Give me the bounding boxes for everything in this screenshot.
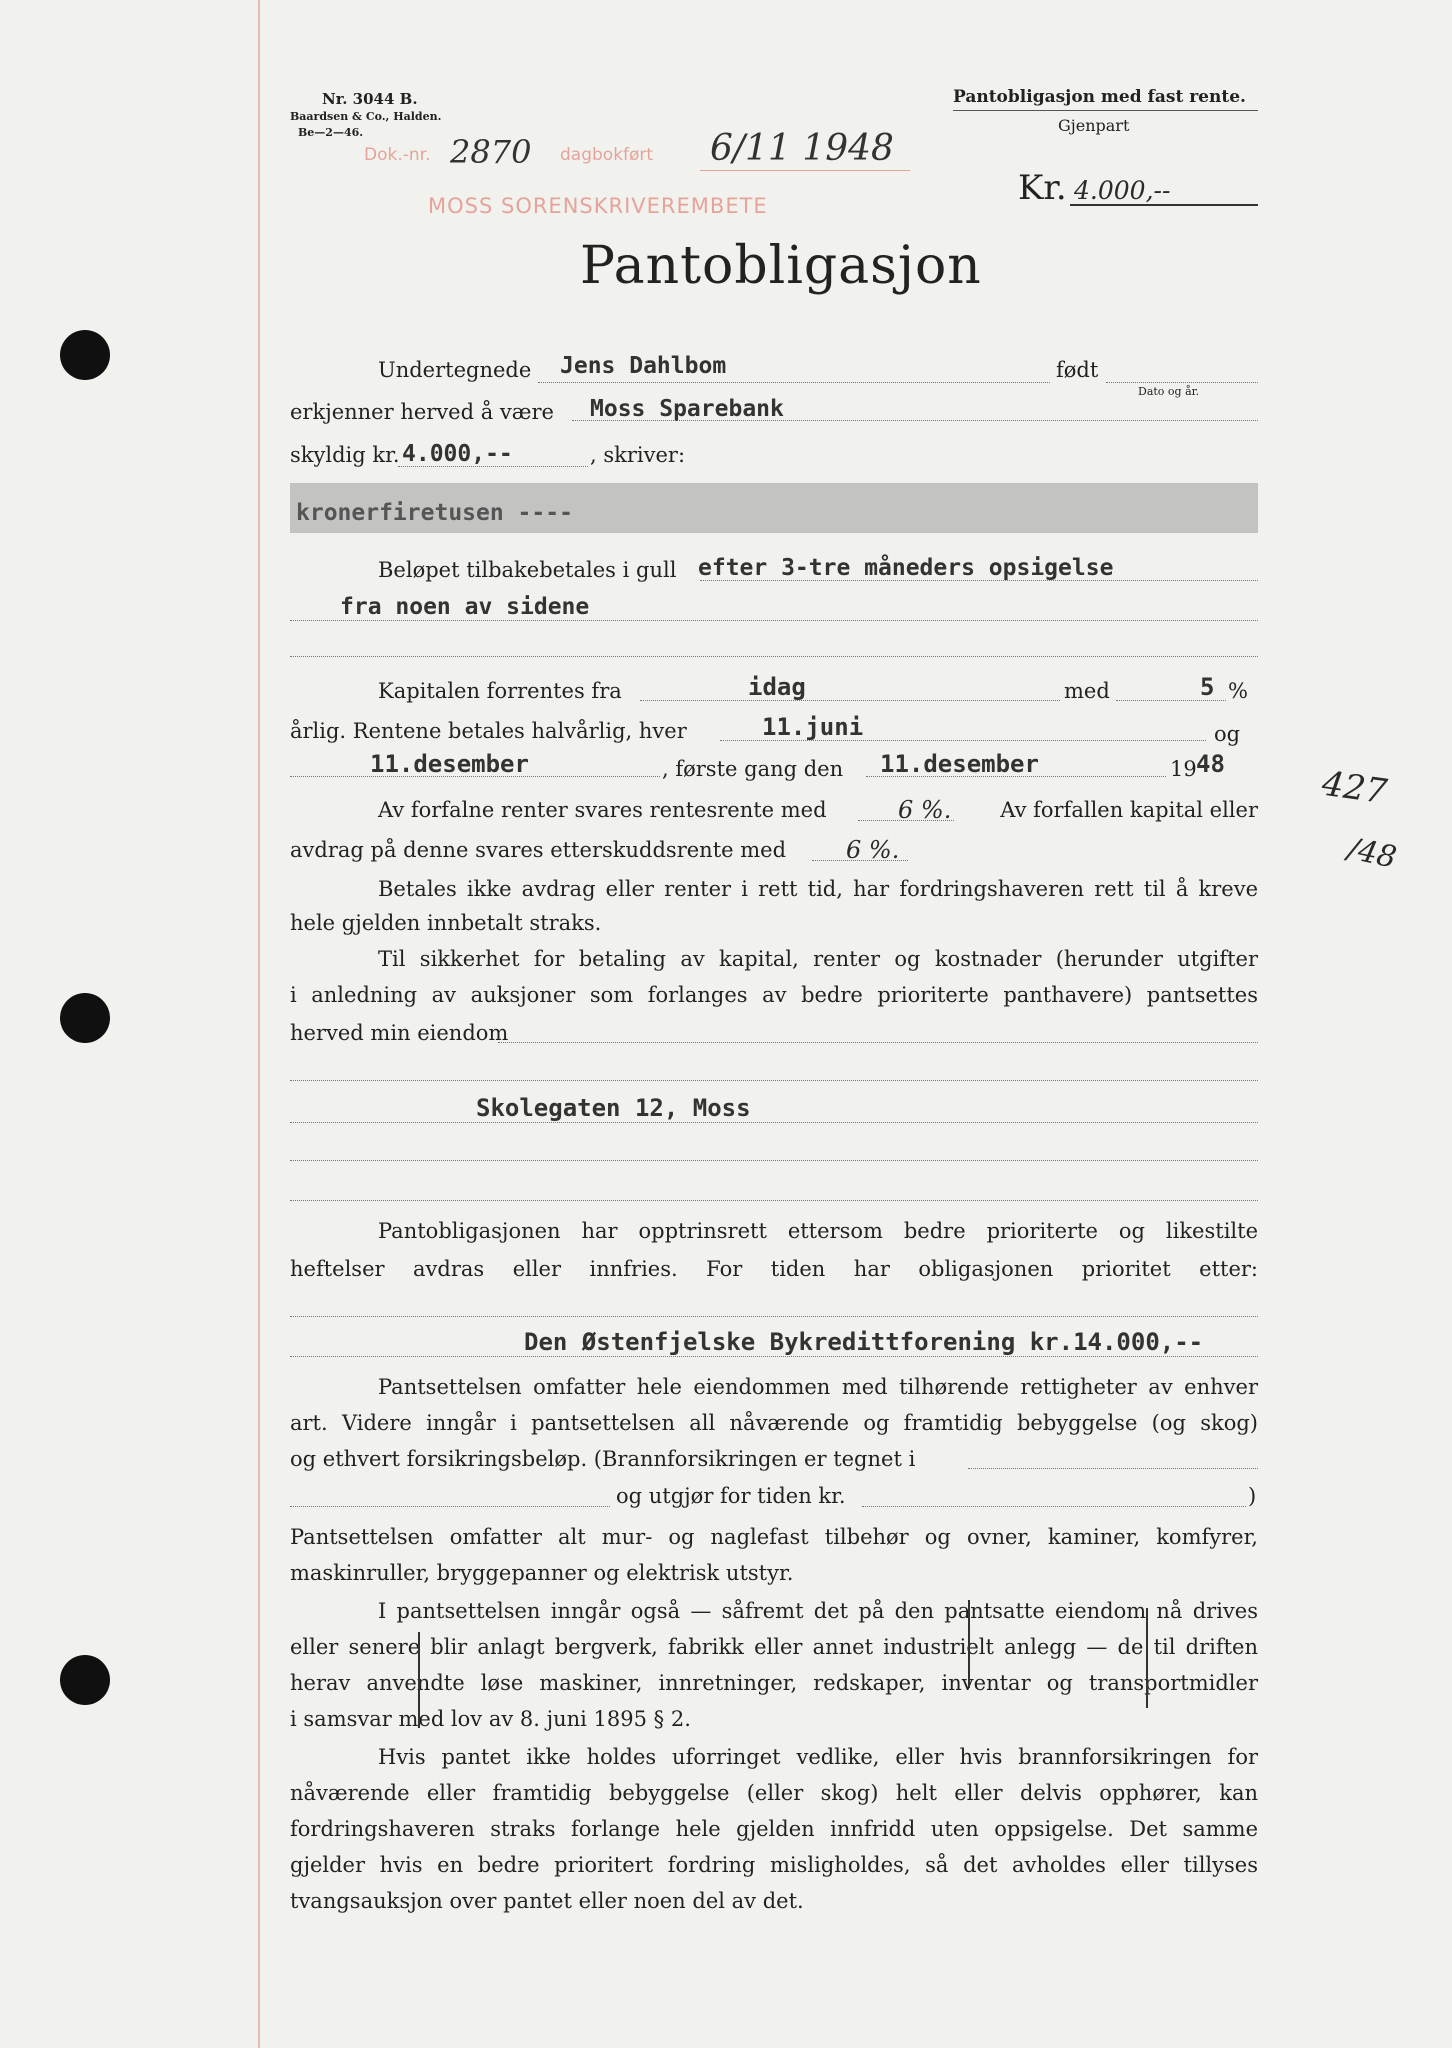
insurance-amount-line <box>862 1506 1246 1507</box>
scope-clause-line-3: og ethvert forsikringsbeløp. (Brannforsikringen er tegnet i <box>290 1447 916 1471</box>
interest-date-2: 11.desember <box>370 750 529 778</box>
maintenance-clause-line-3: fordringshaveren straks forlange hele gjelden innfridd uten oppsigelse. Det samme <box>290 1817 1258 1841</box>
punch-hole <box>60 330 110 380</box>
repayment-terms-2: fra noen av sidene <box>340 594 590 620</box>
insurance-line-1 <box>968 1468 1258 1469</box>
maintenance-clause-line-5: tvangsauksjon over pantet eller noen del av det. <box>290 1889 804 1913</box>
prior-lien-line-1 <box>290 1316 1258 1317</box>
printer-name: Baardsen & Co., Halden. <box>290 110 442 123</box>
repayment-line-1 <box>700 580 1258 581</box>
interest-rate-symbol: % <box>1228 679 1248 703</box>
scope-clause-line-1: Pantsettelsen omfatter hele eiendommen med tilhørende rettigheter av enhver <box>378 1375 1258 1399</box>
repayment-line-3 <box>290 656 1258 657</box>
default-clause-line-1: Betales ikke avdrag eller renter i rett tid, har fordringshaveren rett til å kreve <box>378 877 1258 901</box>
stamp-underline <box>700 170 910 171</box>
interest-first-date-line <box>866 776 1166 777</box>
interest-rate-line <box>1116 700 1226 701</box>
debtor-name: Jens Dahlbom <box>560 353 727 379</box>
copy-label: Gjenpart <box>1058 116 1130 135</box>
creditor-label: erkjenner herved å være <box>290 400 554 424</box>
priority-clause-line-1: Pantobligasjonen har opptrinsrett ettersom bedre prioriterte og likestilte <box>378 1219 1258 1243</box>
property-line-2 <box>290 1122 1258 1123</box>
repayment-terms-1: efter 3-tre måneders opsigelse <box>698 555 1114 581</box>
debtor-line <box>538 382 1050 383</box>
punch-hole <box>60 993 110 1043</box>
property-line-3 <box>290 1160 1258 1161</box>
scope-clause-line-4-end: ) <box>1248 1484 1257 1508</box>
dok-nr-label: Dok.-nr. <box>364 145 431 165</box>
interest-and-label: og <box>1214 722 1241 746</box>
industry-clause-line-2: eller senere blir anlagt bergverk, fabrikk eller annet industrielt anlegg — de til driften <box>290 1635 1258 1659</box>
dagbokfort-value: 6/11 1948 <box>710 128 894 169</box>
born-note: Dato og år. <box>1138 385 1200 398</box>
prior-lien: Den Østenfjelske Bykredittforening kr.14.000,-- <box>524 1328 1204 1356</box>
amount-underline <box>1070 204 1258 206</box>
debtor-label: Undertegnede <box>378 358 532 382</box>
punch-hole <box>60 1655 110 1705</box>
overdue-rate-1-line <box>858 820 954 821</box>
handwritten-bracket <box>418 1632 430 1728</box>
interest-date-1: 11.juni <box>762 713 864 741</box>
overdue-rate-2-line <box>812 860 908 861</box>
property-line-0 <box>498 1042 1258 1043</box>
dok-nr-value: 2870 <box>450 133 532 171</box>
fixtures-clause-line-2: maskinruller, bryggepanner og elektrisk utstyr. <box>290 1561 794 1585</box>
insurance-line-2 <box>290 1506 610 1507</box>
form-number: Nr. 3044 B. <box>322 90 418 108</box>
overdue-line-1-a: Av forfalne renter svares rentesrente med <box>378 798 827 822</box>
amount-in-words: kronerfiretusen ---- <box>296 500 573 526</box>
property-line-4 <box>290 1200 1258 1201</box>
document-title: Pantobligasjon <box>580 236 982 296</box>
interest-date-1-line <box>720 740 1206 741</box>
overdue-rate-2: 6 %. <box>846 836 900 864</box>
interest-first-date: 11.desember <box>880 750 1039 778</box>
industry-clause-line-4: i samsvar med lov av 8. juni 1895 § 2. <box>290 1707 691 1731</box>
prior-lien-line-2 <box>290 1356 1258 1357</box>
handwritten-bracket <box>958 1600 970 1688</box>
stamp-office: MOSS SORENSKRIVEREMBETE <box>428 194 768 218</box>
security-clause-line-1: Til sikkerhet for betaling av kapital, renter og kostnader (herunder utgifter <box>378 947 1258 971</box>
repayment-label: Beløpet tilbakebetales i gull <box>378 558 677 582</box>
handwritten-bracket <box>1136 1608 1148 1708</box>
interest-first-label: , første gang den <box>662 757 844 781</box>
margin-rule <box>258 0 260 2048</box>
interest-rate-value: 5 <box>1200 673 1215 701</box>
interest-annual-label: årlig. Rentene betales halvårlig, hver <box>290 719 687 743</box>
repayment-line-2 <box>290 620 1258 621</box>
security-clause-line-2: i anledning av auksjoner som forlanges av bedre prioriterte panthavere) pantsettes <box>290 983 1258 1007</box>
debt-suffix: , skriver: <box>590 443 686 467</box>
priority-clause-line-2: heftelser avdras eller innfries. For tiden har obligasjonen prioritet etter: <box>290 1257 1258 1281</box>
overdue-rate-1: 6 %. <box>898 796 952 824</box>
amount-value: 4.000,-- <box>1074 176 1171 205</box>
industry-clause-line-3: herav anvendte løse maskiner, innretninger, redskaper, inventar og transportmidler <box>290 1671 1258 1695</box>
debt-amount-line <box>398 466 588 467</box>
interest-from: idag <box>748 673 806 701</box>
dagbokfort-label: dagbokført <box>560 145 654 165</box>
print-code: Be—2—46. <box>298 126 364 139</box>
form-type-underline <box>953 110 1258 111</box>
interest-from-label: Kapitalen forrentes fra <box>378 679 622 703</box>
overdue-line-2-a: avdrag på denne svares etterskuddsrente med <box>290 838 787 862</box>
scope-clause-line-4: og utgjør for tiden kr. <box>616 1484 846 1508</box>
property-line-1 <box>290 1080 1258 1081</box>
creditor-line <box>572 420 1258 421</box>
property-address: Skolegaten 12, Moss <box>476 1094 751 1122</box>
default-clause-line-2: hele gjelden innbetalt straks. <box>290 911 602 935</box>
interest-from-line <box>640 700 1060 701</box>
fixtures-clause-line-1: Pantsettelsen omfatter alt mur- og naglefast tilbehør og ovner, kaminer, komfyrer, <box>290 1525 1258 1549</box>
creditor-name: Moss Sparebank <box>590 396 784 422</box>
interest-year-suffix: 48 <box>1196 750 1225 778</box>
amount-label: Kr. <box>1018 168 1067 208</box>
born-line <box>1106 382 1258 383</box>
interest-date-2-line <box>290 776 660 777</box>
security-clause-line-3: herved min eiendom <box>290 1021 509 1045</box>
form-type: Pantobligasjon med fast rente. <box>953 87 1246 107</box>
debt-label: skyldig kr. <box>290 443 400 467</box>
debt-amount: 4.000,-- <box>402 441 513 467</box>
maintenance-clause-line-1: Hvis pantet ikke holdes uforringet vedlike, eller hvis brannforsikringen for <box>378 1745 1258 1769</box>
industry-clause-line-1: I pantsettelsen inngår også — såfremt det på den pantsatte eiendom nå drives <box>378 1599 1258 1623</box>
maintenance-clause-line-2: nåværende eller framtidig bebyggelse (eller skog) helt eller delvis opphører, kan <box>290 1781 1258 1805</box>
born-label: født <box>1056 358 1099 382</box>
scope-clause-line-2: art. Videre inngår i pantsettelsen all nåværende og framtidig bebyggelse (og skog) <box>290 1411 1258 1435</box>
margin-note-year: /48 <box>1344 831 1400 876</box>
margin-note-number: 427 <box>1319 763 1390 813</box>
maintenance-clause-line-4: gjelder hvis en bedre prioritert fordring misligholdes, så det avholdes eller tillyses <box>290 1853 1258 1877</box>
overdue-line-1-b: Av forfallen kapital eller <box>1000 798 1258 822</box>
interest-year-prefix: 19 <box>1170 757 1197 781</box>
interest-with-label: med <box>1064 679 1110 703</box>
